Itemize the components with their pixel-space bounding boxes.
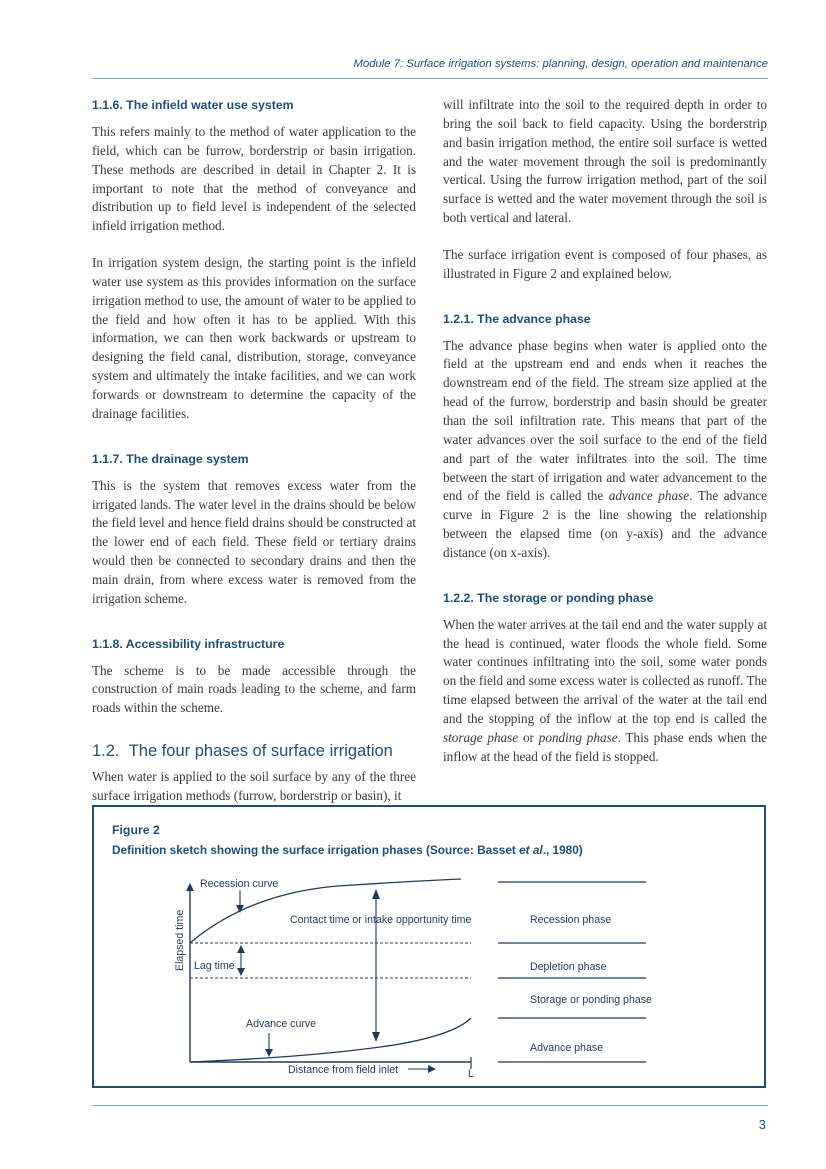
contact-time-arrowhead-bottom [372, 1032, 380, 1042]
section-1-1-8-heading: 1.1.8. Accessibility infrastructure [92, 636, 285, 651]
term-ponding-phase: ponding phase [538, 729, 618, 745]
text-run: . The advance curve in Figure 2 is the line showing the relationship between the elapsed time (on y-axis) and the advance distance (on x-axis). [443, 488, 767, 560]
lag-time-arrowhead-top [237, 945, 245, 953]
section-1-2-number: 1.2. [92, 742, 120, 761]
lag-time-label: Lag time [194, 960, 235, 972]
section-1-1-6-heading: 1.1.6. The infield water use system [92, 98, 294, 112]
text-run: The advance phase begins when water is applied onto the field at the upstream end and ends when it reaches the downstream end of the field. The stream size applied at the head of the furrow, borderstrip and basin should be greater than the soil infiltration rate. This means that part of the water advances over the soil surface to the end of the field and part of the water infiltrates into the soil. The time between the start of irrigation and water advancement to the end of the field is called the [443, 337, 767, 504]
recession-curve-label: Recession curve [200, 878, 279, 890]
section-1-1-6-paragraph-2: In irrigation system design, the starting point is the infield water use system as this provides information on the surface irrigation method to use, the amount of water to be applied to the field and how often it has to be applied. With this information, we can then work backwards or upstream to designing the field canal, distribution, storage, conveyance system and ultimately the intake facilities, and we can work forwards or downstream to determine the capacity of the drainage facilities. [92, 255, 416, 421]
section-1-2-paragraph-2: The surface irrigation event is composed of four phases, as illustrated in Figure 2 and explained below. [443, 246, 767, 281]
contact-time-arrowhead-top [372, 889, 380, 899]
x-axis-end-label: L [468, 1068, 474, 1080]
advance-curve-label: Advance curve [246, 1018, 317, 1030]
term-storage-phase: storage phase [443, 729, 519, 745]
text-run: When the water arrives at the tail end and the water supply at the head is continued, water floods the whole field. Some water continues infiltrating into the soil, some water ponds on the field and some excess water is collected as runoff. The time elapsed between the arrival of the water at the tail end and the stopping of the inflow at the top end is called the [443, 616, 767, 726]
figure-label: Figure 2 [112, 823, 160, 837]
advance-curve [190, 1018, 471, 1062]
text-run: . This phase ends when the inflow at the head of the field is stopped. [443, 729, 767, 764]
surface-irrigation-phases-diagram [94, 807, 764, 1086]
section-1-2-2-heading: 1.2.2. The storage or ponding phase [443, 590, 654, 605]
section-1-2-2-paragraph [443, 616, 767, 767]
lag-time-arrowhead-bottom [237, 968, 245, 976]
section-1-2-1-paragraph [443, 337, 767, 563]
section-1-2-title: The four phases of surface irrigation [128, 742, 393, 761]
running-header: Module 7: Surface irrigation systems: planning, design, operation and maintenance [353, 58, 768, 70]
page-number: 3 [758, 1117, 766, 1132]
section-1-1-7-paragraph: This is the system that removes excess water from the irrigated lands. The water level in the drains should be below the field level and hence field drains should be constructed at the lower end of each field. These field or tertiary drains would then be connected to secondary drains and then the main drain, from where excess water is removed from the irrigation scheme. [92, 477, 416, 606]
figure-2-box [92, 805, 766, 1088]
text-run: or [518, 729, 539, 745]
x-label-arrowhead [428, 1065, 436, 1073]
section-1-2-paragraph-continued: will infiltrate into the soil to the required depth in order to bring the soil back to field capacity. Using the borderstrip and basin irrigation method, the entire soil surface is wetted and the water movement through the soil is predominantly vertical. Using the furrow irrigation method, part of the soil surface is wetted and the water movement through the soil is both vertical and lateral. [443, 97, 767, 226]
x-axis-label: Distance from field inlet [288, 1064, 399, 1076]
phase-label-advance: Advance phase [530, 1042, 604, 1054]
left-column [92, 96, 416, 824]
header-rule [92, 78, 768, 79]
term-advance-phase: advance phase [608, 488, 690, 504]
phase-label-storage: Storage or ponding phase [530, 994, 652, 1006]
advance-pointer-arrowhead [265, 1049, 273, 1057]
contact-time-label: Contact time or intake opportunity time [290, 914, 472, 926]
section-1-2-paragraph-start: When water is applied to the soil surface by any of the three surface irrigation methods (furrow, borderstrip or basin), it [92, 769, 416, 803]
y-axis-label: Elapsed time [174, 909, 186, 971]
section-1-2-1-heading: 1.2.1. The advance phase [443, 311, 591, 326]
right-column [443, 96, 767, 784]
phase-label-recession: Recession phase [530, 914, 612, 926]
phase-label-depletion: Depletion phase [530, 961, 607, 973]
section-1-1-6-paragraph-1: This refers mainly to the method of water application to the field, which can be furrow, borderstrip or basin irrigation. These methods are described in detail in Chapter 2. It is important to note that the method of conveyance and distribution up to field level is independent of the selected infield irrigation method. [92, 124, 416, 234]
section-1-1-8-paragraph: The scheme is to be made accessible through the construction of main roads leading to the scheme, and farm roads within the scheme. [92, 662, 416, 716]
section-1-1-7-heading: 1.1.7. The drainage system [92, 451, 249, 466]
caption-text: ., 1980) [542, 843, 583, 857]
section-1-2-heading [92, 740, 416, 762]
caption-et-al: et al [519, 843, 543, 857]
footer-rule [92, 1105, 768, 1106]
caption-text: Definition sketch showing the surface irrigation phases (Source: Basset [112, 843, 520, 857]
